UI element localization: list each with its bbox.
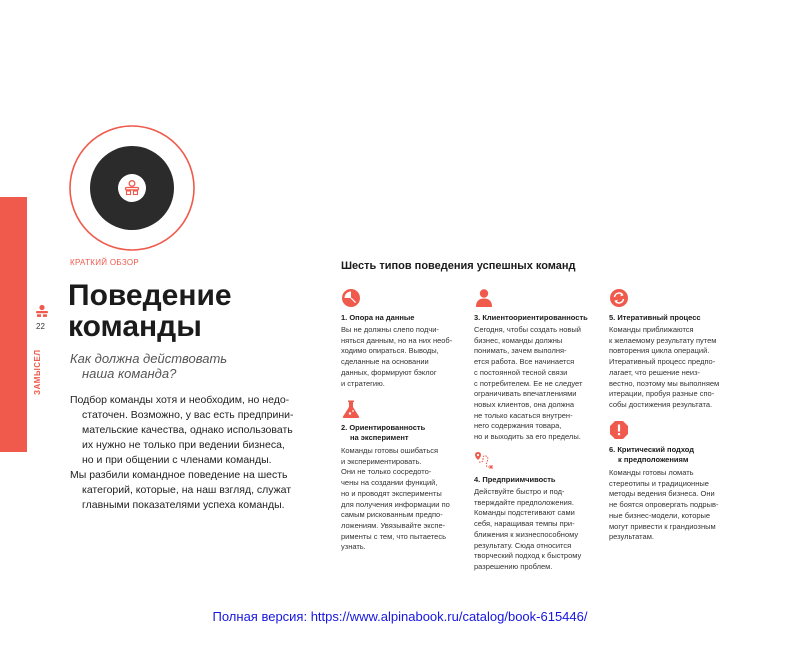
page-title xyxy=(68,280,288,342)
section-people-icon xyxy=(35,304,49,318)
intro-line: Мы разбили командное поведение на шесть xyxy=(70,469,288,481)
subtitle-line-1: Как должна действовать xyxy=(70,351,228,366)
side-color-strip xyxy=(0,197,27,452)
person-icon xyxy=(474,288,494,308)
type-title-4: 4. Предприимчивость xyxy=(474,475,556,484)
full-version-link[interactable]: Полная версия: https://www.alpinabook.ru/catalog/book-615446/ xyxy=(212,609,588,624)
section-label xyxy=(33,335,45,395)
intro-line: мательские качества, однако использовать xyxy=(82,424,293,436)
route-icon xyxy=(474,450,494,470)
intro-line: главными показателями успеха команды. xyxy=(82,499,285,511)
flask-icon xyxy=(341,399,361,419)
type-title-3: 3. Клиентоориентированность xyxy=(474,313,588,322)
intro-line: Подбор команды хотя и необходим, но недо- xyxy=(70,394,290,406)
intro-line: категорий, которые, на наш взгляд, служат xyxy=(82,484,292,496)
intro-line: но и при общении с членами команды. xyxy=(82,454,272,466)
intro-line: статочен. Возможно, у вас есть предприни- xyxy=(82,409,294,421)
cycle-icon xyxy=(609,288,629,308)
type-text-1: Вы не должны слепо подчи- няться данным, но на них необ- ходимо опираться. Выводы, сделанные на основании данных, формируют бэклог и стратегию. xyxy=(341,325,453,388)
intro-paragraph xyxy=(70,393,292,513)
pie-chart-icon xyxy=(341,288,361,308)
title-line-1: Поведение xyxy=(68,279,232,312)
subtitle xyxy=(70,351,227,381)
type-title-6: 6. Критический подход к предположениям xyxy=(609,445,695,464)
type-text-6: Команды готовы ломать стереотипы и традиционные методы ведения бизнеса. Они не боятся опровергать подрыв- ные бизнес-модели, которые могут привести к грандиозным результатам. xyxy=(609,468,719,542)
type-text-2: Команды готовы ошибаться и экспериментировать. Они не только сосредото- чены на создании функций, но и проводят эксперименты для получения информации по самым рискованным предпо- ложениям. Увязывайте экспе- рименты с тем, что пытаетесь узнать. xyxy=(341,446,450,552)
type-title-1: 1. Опора на данные xyxy=(341,313,415,322)
type-text-4: Действуйте быстро и под- тверждайте предположения. Команды подстегивают сами себя, наращивая темпы при- ближения к жизнеспособному результату. Сюда относится творческий подход к быстрому разрешению проблем. xyxy=(474,487,582,571)
page-number: 22 xyxy=(36,322,45,331)
intro-line: их нужно не только при ведении бизнеса, xyxy=(82,439,285,451)
team-circle-icon xyxy=(67,123,197,253)
section-label-text: ЗАМЫСЕЛ xyxy=(33,349,42,395)
title-line-2: команды xyxy=(68,310,202,343)
kicker-label: КРАТКИЙ ОБЗОР xyxy=(70,258,140,267)
type-text-3: Сегодня, чтобы создать новый бизнес, команды должны понимать, зачем выполня- ется работа. Все начинается с постоянной тесной связи с потребителем. Ее не следует ограничивать впечатлениями новых клиентов, она должна не только касаться внутрен- него содержания товара, но и выходить за его пределы. xyxy=(474,325,583,442)
type-title-5: 5. Итеративный процесс xyxy=(609,313,701,322)
subtitle-line-2: наша команда? xyxy=(82,366,177,381)
type-title-2: 2. Ориентированность на эксперимент xyxy=(341,423,426,442)
warning-icon xyxy=(609,420,629,440)
type-text-5: Команды приближаются к желаемому результату путем повторения цикла операций. Итеративный процесс предпо- лагает, что решение неиз- вестно, поэтому мы выполняем итерации, пробуя разные спо- собы достижения результата. xyxy=(609,325,720,409)
types-heading: Шесть типов поведения успешных команд xyxy=(341,260,576,272)
